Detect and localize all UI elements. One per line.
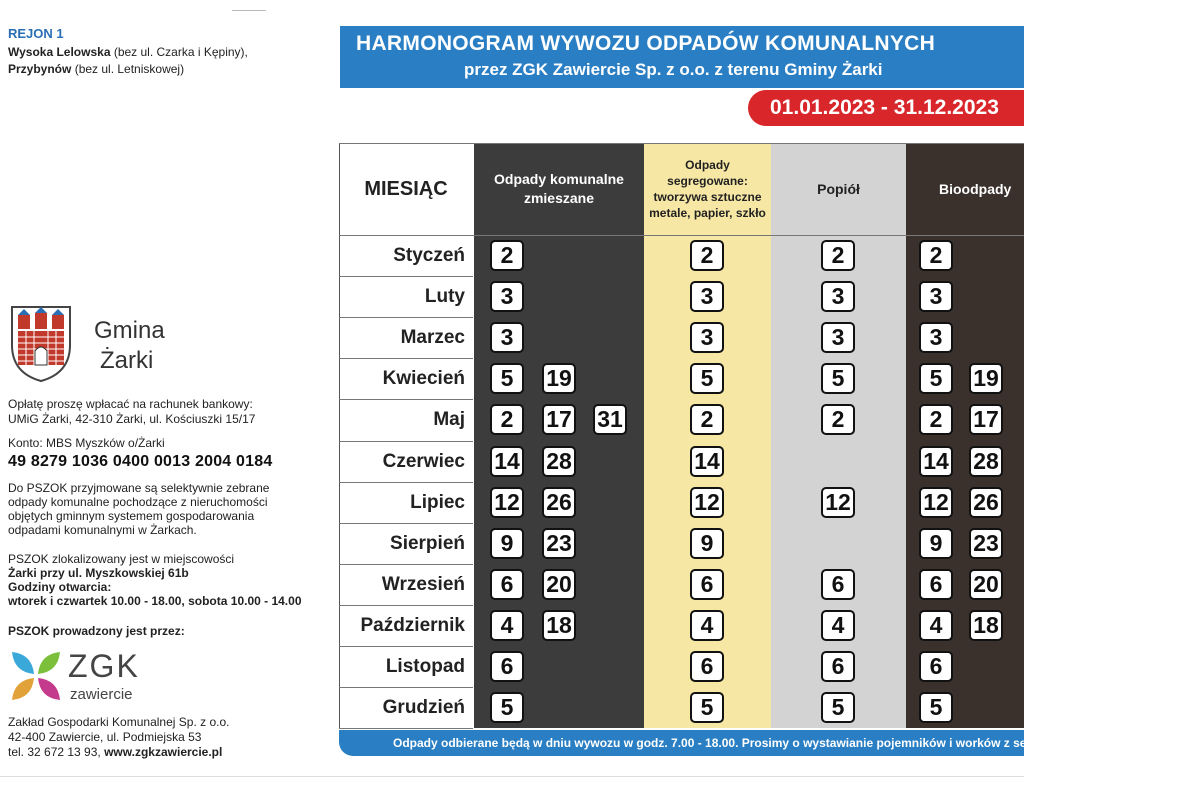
pickup-day-mixed: 12 [490, 487, 524, 518]
pickup-day-bio: 5 [919, 363, 953, 394]
pickup-day-bio: 2 [919, 404, 953, 435]
zgk-website-link[interactable]: www.zgkzawiercie.pl [104, 745, 223, 759]
account-number: 49 8279 1036 0400 0013 2004 0184 [8, 453, 273, 470]
month-name: Sierpień [390, 532, 465, 554]
pickup-day-mixed: 5 [490, 692, 524, 723]
month-name: Listopad [385, 656, 465, 677]
pickup-day-mixed: 5 [490, 363, 524, 394]
table-top-border [339, 143, 1024, 144]
pickup-day-mixed: 14 [490, 446, 524, 477]
region-village-2-note: (bez ul. Letniskowej) [71, 62, 185, 76]
pickup-day-segr: 3 [690, 281, 724, 312]
pickup-day-mixed: 6 [490, 651, 524, 682]
table-row-divider [339, 605, 473, 606]
pickup-day-segr: 5 [690, 363, 724, 394]
pszok-text-2: odpady komunalne pochodzące z nieruchomości [8, 495, 268, 509]
region-line-2 [8, 62, 184, 76]
pickup-day-mixed: 23 [542, 528, 576, 559]
table-row-divider [339, 317, 473, 318]
pszok-text-1: Do PSZOK przyjmowane są selektywnie zebrane [8, 481, 270, 495]
pickup-day-mixed: 18 [542, 610, 576, 641]
pickup-day-ash: 6 [821, 651, 855, 682]
month-name: Luty [424, 286, 465, 308]
pickup-day-ash: 5 [821, 363, 855, 394]
pickup-day-bio: 3 [919, 322, 953, 353]
table-row-divider [339, 441, 473, 442]
pszok-location-label: PSZOK zlokalizowany jest w miejscowości [8, 552, 235, 566]
month-name: Wrzesień [381, 573, 465, 595]
pickup-day-bio: 9 [919, 528, 953, 559]
region-village-1: Wysoka Lelowska [8, 45, 111, 59]
account-label: Konto: MBS Myszków o/Żarki [8, 436, 165, 450]
mixed-waste-header: Odpady komunalne zmieszane [494, 171, 624, 206]
pickup-day-bio: 17 [969, 404, 1003, 435]
pickup-day-segr: 2 [690, 404, 724, 435]
pickup-day-mixed: 2 [490, 240, 524, 271]
header-banner [340, 26, 1024, 88]
zgk-logo-subtext: zawiercie [70, 686, 133, 703]
schedule-title: HARMONOGRAM WYWOZU ODPADÓW KOMUNALNYCH [356, 32, 936, 55]
pszok-hours: wtorek i czwartek 10.00 - 18.00, sobota 10.00 - 14.00 [8, 594, 302, 608]
pickup-day-segr: 14 [690, 446, 724, 477]
table-row-divider [339, 358, 473, 359]
schedule-subtitle: przez ZGK Zawiercie Sp. z o.o. z terenu Gminy Żarki [464, 60, 883, 79]
pickup-day-segr: 9 [690, 528, 724, 559]
pickup-day-ash: 6 [821, 569, 855, 600]
pickup-day-ash: 12 [821, 487, 855, 518]
pickup-day-ash: 2 [821, 404, 855, 435]
payment-intro: Opłatę proszę wpłacać na rachunek bankowy: [8, 397, 253, 411]
gmina-label: Gmina [94, 317, 165, 344]
month-name: Maj [433, 409, 465, 431]
pickup-day-mixed: 3 [490, 281, 524, 312]
date-range-badge [748, 90, 1024, 126]
pszok-address: Żarki przy ul. Myszkowskiej 61b [8, 566, 189, 580]
pickup-day-segr: 6 [690, 651, 724, 682]
pickup-day-ash: 4 [821, 610, 855, 641]
pszok-text-3: objętych gminnym systemem gospodarowania [8, 509, 255, 523]
month-name: Styczeń [393, 245, 465, 266]
month-name: Październik [360, 614, 465, 636]
table-row-divider [339, 687, 473, 688]
pickup-day-mixed: 3 [490, 322, 524, 353]
pickup-day-bio: 3 [919, 281, 953, 312]
pickup-day-bio: 6 [919, 651, 953, 682]
pickup-day-bio: 28 [969, 446, 1003, 477]
table-row-divider [339, 564, 473, 565]
pickup-day-bio: 26 [969, 487, 1003, 518]
pickup-day-bio: 20 [969, 569, 1003, 600]
gmina-town: Żarki [100, 347, 154, 374]
pickup-day-mixed: 4 [490, 610, 524, 641]
pickup-day-ash: 2 [821, 240, 855, 271]
pickup-day-mixed: 31 [593, 404, 627, 435]
bottom-divider [0, 776, 1024, 777]
month-name: Lipiec [410, 491, 465, 513]
region-line-1 [8, 45, 248, 59]
table-row-divider [339, 276, 473, 277]
table-row-divider [339, 399, 473, 400]
pickup-day-bio: 12 [919, 487, 953, 518]
pickup-day-ash: 3 [821, 322, 855, 353]
top-divider [232, 10, 266, 11]
pszok-operator-label: PSZOK prowadzony jest przez: [8, 624, 185, 638]
pickup-day-segr: 3 [690, 322, 724, 353]
pickup-day-bio: 6 [919, 569, 953, 600]
zgk-leaf-logo-icon [10, 650, 62, 702]
pickup-day-mixed: 19 [542, 363, 576, 394]
pickup-day-mixed: 6 [490, 569, 524, 600]
footer-note: Odpady odbierane będą w dniu wywozu w godz. 7.00 - 18.00. Prosimy o wystawianie pojemników i worków z segregacją przed godziną 5.00 [393, 736, 1187, 750]
month-name: Czerwiec [382, 450, 465, 472]
pickup-day-bio: 2 [919, 240, 953, 271]
pickup-day-segr: 6 [690, 569, 724, 600]
payment-address: UMiG Żarki, 42-310 Żarki, ul. Kościuszki 15/17 [8, 412, 256, 426]
pickup-day-bio: 18 [969, 610, 1003, 641]
date-range: 01.01.2023 - 31.12.2023 [770, 96, 999, 119]
region-village-1-note: (bez ul. Czarka i Kępiny), [110, 45, 248, 59]
pickup-day-mixed: 17 [542, 404, 576, 435]
pickup-day-bio: 14 [919, 446, 953, 477]
pickup-day-segr: 4 [690, 610, 724, 641]
pickup-day-segr: 12 [690, 487, 724, 518]
zgk-company: Zakład Gospodarki Komunalnej Sp. z o.o. [8, 715, 230, 729]
pickup-day-mixed: 2 [490, 404, 524, 435]
zgk-phone: tel. 32 672 13 93, [8, 745, 105, 759]
pickup-day-mixed: 28 [542, 446, 576, 477]
table-row-divider [339, 523, 473, 524]
pickup-day-bio: 23 [969, 528, 1003, 559]
gmina-name [94, 316, 165, 376]
pickup-day-ash: 5 [821, 692, 855, 723]
month-header: MIESIĄC [364, 177, 448, 200]
region-title: REJON 1 [8, 26, 64, 41]
pickup-day-segr: 5 [690, 692, 724, 723]
month-name: Kwiecień [382, 368, 465, 390]
pickup-day-mixed: 26 [542, 487, 576, 518]
table-row-divider [339, 646, 473, 647]
pickup-day-mixed: 9 [490, 528, 524, 559]
zgk-contact [8, 745, 222, 759]
pszok-hours-label: Godziny otwarcia: [8, 580, 112, 594]
zgk-logo-text: ZGK [68, 648, 140, 684]
ash-header: Popiół [817, 181, 860, 197]
pszok-text-4: odpadami komunalnymi w Żarkach. [8, 523, 197, 537]
pickup-day-mixed: 20 [542, 569, 576, 600]
pickup-day-segr: 2 [690, 240, 724, 271]
bio-waste-header: Bioodpady [939, 181, 1012, 197]
segregated-waste-header: Odpady segregowane: tworzywa sztuczne metale, papier, szkło [649, 158, 766, 220]
zgk-address: 42-400 Zawiercie, ul. Podmiejska 53 [8, 730, 202, 744]
schedule-table [339, 143, 1024, 728]
pickup-day-bio: 5 [919, 692, 953, 723]
pickup-day-ash: 3 [821, 281, 855, 312]
footer-note-bar [339, 730, 1187, 756]
month-name: Grudzień [382, 697, 465, 719]
table-header-divider [339, 235, 1024, 236]
coat-of-arms-icon [10, 305, 72, 383]
table-row-divider [339, 482, 473, 483]
pickup-day-bio: 4 [919, 610, 953, 641]
region-village-2: Przybynów [8, 62, 72, 76]
month-name: Marzec [400, 327, 465, 349]
pickup-day-bio: 19 [969, 363, 1003, 394]
